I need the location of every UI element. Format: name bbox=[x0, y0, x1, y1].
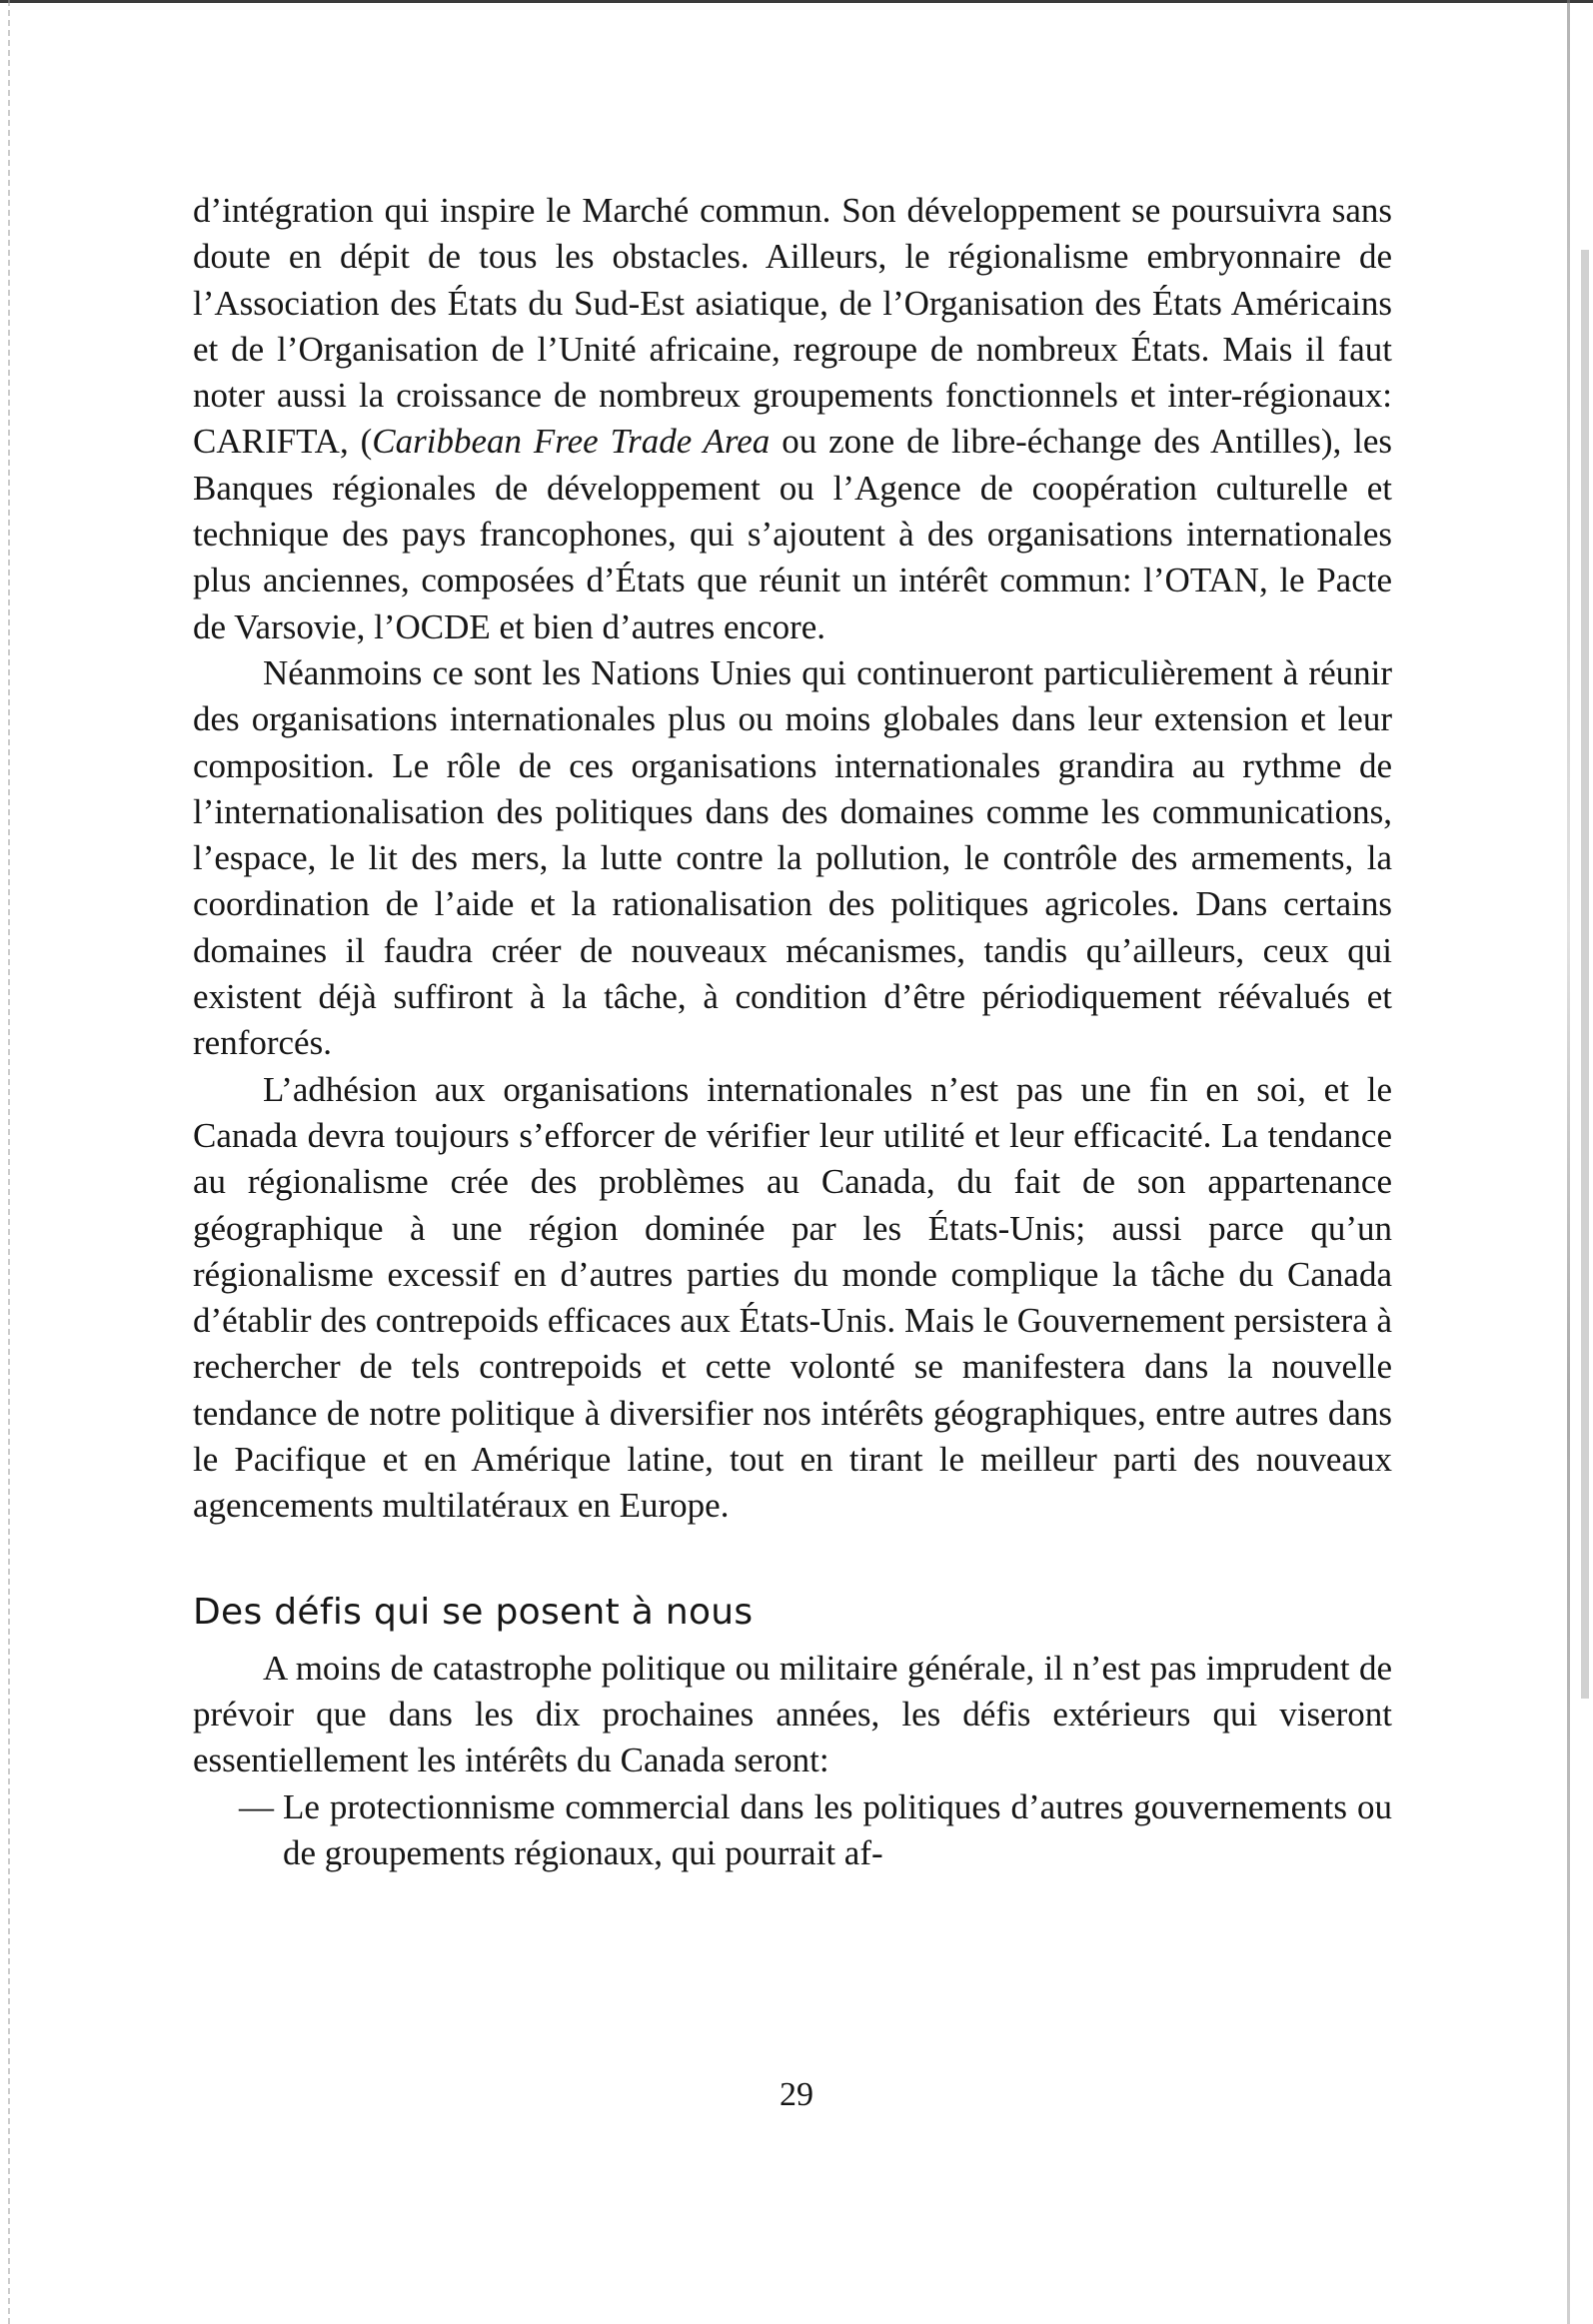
page-body bbox=[193, 188, 1392, 1876]
scan-left-edge bbox=[8, 0, 10, 2324]
paragraph-1-text: d’intégration qui inspire le Marché commun. Son développement se poursuivra sans doute en dépit de tous les obstacles. Ailleurs, le régionalisme embryonnaire de l’Association des États du Sud-Est asiatique, de l’Organisation des États Américains et de l’Organisation de l’Unité africaine, regroupe de nombreux États. Mais il faut noter aussi la croissance de nombreux groupements fonctionnels et inter-régionaux: CARIFTA, ( bbox=[193, 191, 1392, 462]
scan-top-edge bbox=[0, 0, 1593, 3]
paragraph-2: Néanmoins ce sont les Nations Unies qui continueront particulièrement à réunir des organisations internationales plus ou moins globales dans leur extension et leur composition. Le rôle de ces organisations internationales grandira au rythme de l’internationalisation des politiques dans des domaines comme les communications, l’espace, le lit des mers, la lutte contre la pollution, le contrôle des armements, la coordination de l’aide et la rationalisation des politiques agricoles. Dans certains domaines il faudra créer de nouveaux mécanismes, tandis qu’ailleurs, ceux qui existent déjà suffiront à la tâche, à condition d’être périodiquement réévalués et renforcés. bbox=[193, 652, 1392, 1063]
page-number: 29 bbox=[780, 2076, 813, 2113]
scan-right-shadow bbox=[1581, 250, 1589, 1699]
paragraph-3: L’adhésion aux organisations internationales n’est pas une fin en soi, et le Canada devra toujours s’efforcer de vérifier leur utilité et leur efficacité. La tendance au régionalisme crée des problèmes au Canada, du fait de son appartenance géographique à une région dominée par les États-Unis; aussi parce qu’un régionalisme excessif en d’autres parties du monde complique la tâche du Canada d’établir des contrepoids efficaces aux États-Unis. Mais le Gouvernement persistera à rechercher de tels contrepoids et cette volonté se manifestera dans la nouvelle tendance de notre politique à diversifier nos intérêts géographiques, entre autres dans le Pacifique et en Amérique latine, tout en tirant le meilleur parti des nouveaux agencements multilatéraux en Europe. bbox=[193, 1069, 1392, 1526]
paragraph-1 bbox=[193, 188, 1392, 650]
section-heading: Des défis qui se posent à nous bbox=[193, 1591, 754, 1633]
paragraph-1-italic: Caribbean Free Trade Area bbox=[372, 422, 771, 462]
scan-right-edge bbox=[1567, 0, 1570, 2324]
list-item-text: Le protectionnisme commercial dans les politiques d’autres gouvernements ou de groupements régionaux, qui pourrait af- bbox=[283, 1786, 1392, 1872]
list-item bbox=[239, 1784, 1392, 1877]
paragraph-1-after: ou zone de libre-échange des Antilles), les Banques régionales de développement ou l’Agence de coopération culturelle et technique des pays francophones, qui s’ajoutent à des organisations internationales plus anciennes, composées d’États que réunit un intérêt commun: l’OTAN, le Pacte de Varsovie, l’OCDE et bien d’autres encore. bbox=[193, 422, 1393, 646]
section-intro: A moins de catastrophe politique ou militaire générale, il n’est pas imprudent de prévoir que dans les dix prochaines années, les défis extérieurs qui viseront essentiellement les intérêts du Canada seront: bbox=[193, 1648, 1392, 1780]
dash-bullet: — bbox=[239, 1786, 274, 1826]
